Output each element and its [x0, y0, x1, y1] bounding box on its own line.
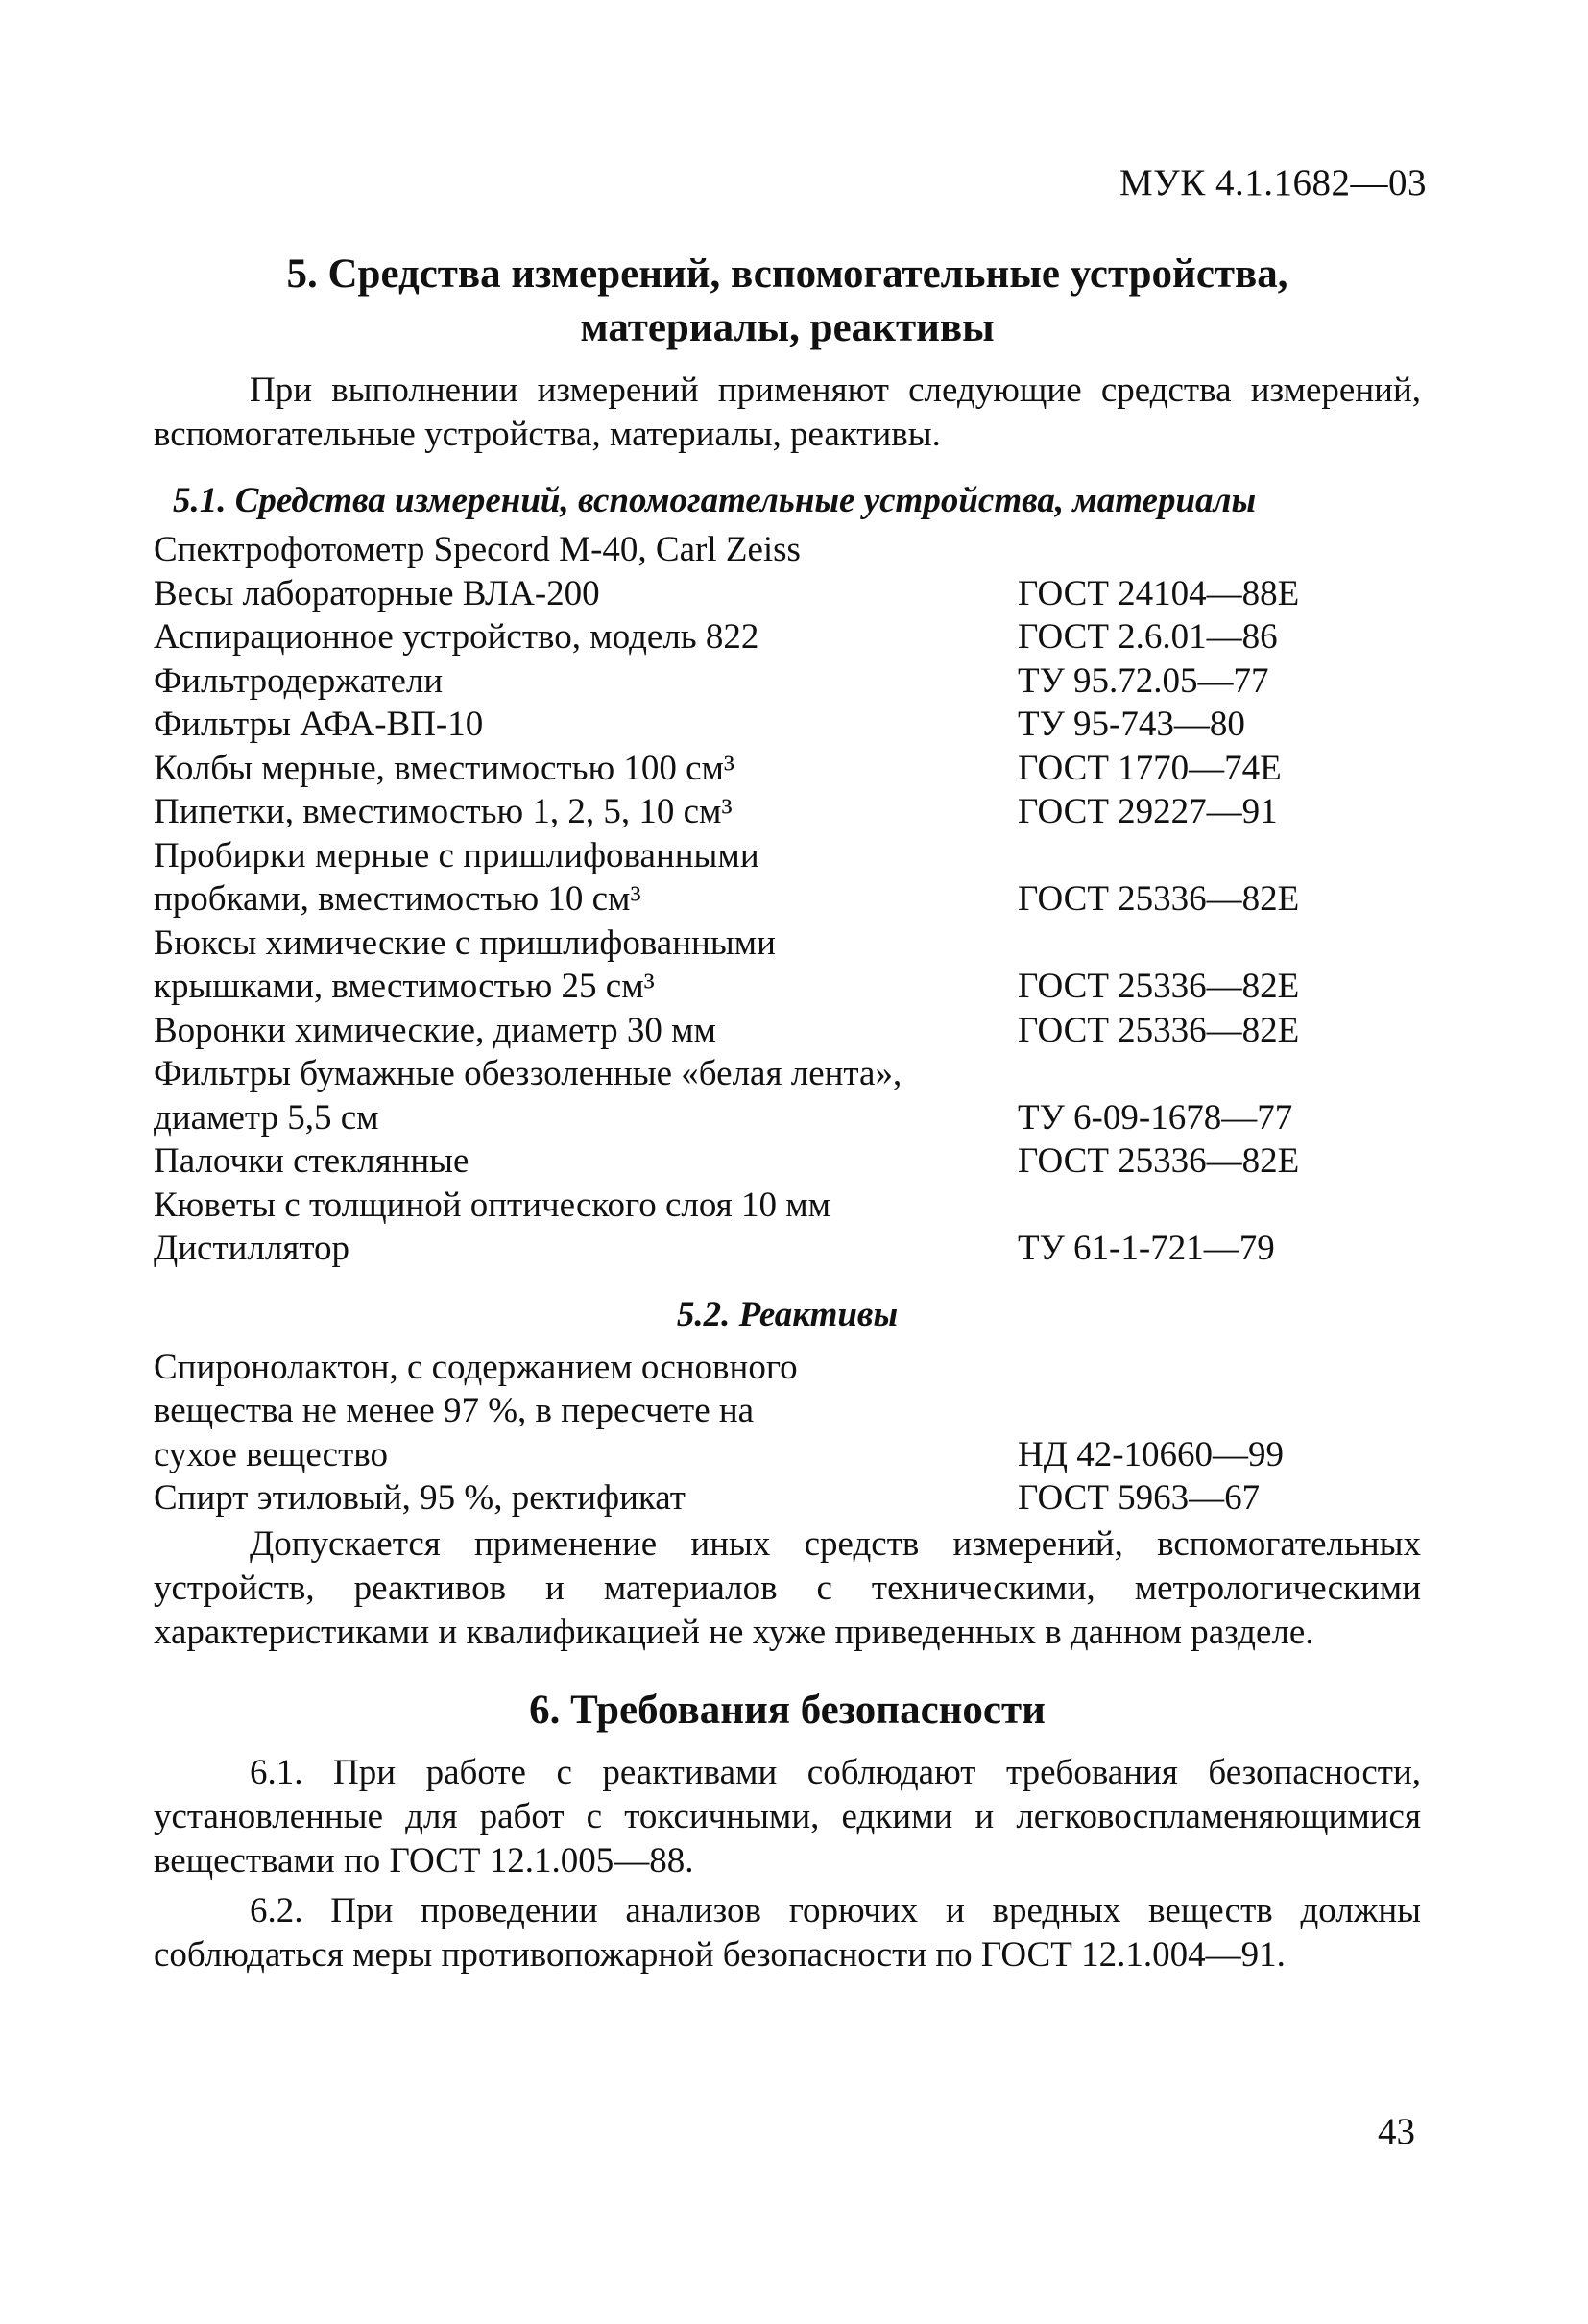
equipment-row-name: Палочки стеклянные — [154, 1141, 469, 1181]
equipment-row-name: Фильтродержатели — [154, 660, 444, 701]
equipment-row — [154, 1096, 1421, 1140]
equipment-row — [154, 1009, 1421, 1053]
section-5-title — [154, 248, 1421, 355]
section-6-title: 6. Требования безопасности — [529, 1687, 1046, 1733]
equipment-row-standard: ТУ 95.72.05—77 — [1018, 660, 1269, 701]
section-5-title-line1: 5. Средства измерений, вспомогательные устройства, — [286, 252, 1288, 297]
equipment-row — [154, 1139, 1421, 1184]
reagent-row-name: вещества не менее 97 %, в пересчете на — [154, 1391, 755, 1430]
equipment-row — [154, 1227, 1421, 1271]
equipment-row-name: Фильтры АФА-ВП-10 — [154, 705, 484, 744]
equipment-row-name: Пипетки, вместимостью 1, 2, 5, 10 см³ — [154, 792, 733, 831]
equipment-row-name: Воронки химические, диаметр 30 мм — [154, 1010, 716, 1050]
equipment-row-name: Дистиллятор — [154, 1229, 350, 1268]
equipment-row — [154, 965, 1421, 1009]
equipment-row — [154, 615, 1421, 659]
equipment-row — [154, 528, 1421, 572]
equipment-row — [154, 790, 1421, 834]
equipment-row-name: Пробирки мерные с пришлифованными — [154, 835, 759, 875]
equipment-row — [154, 922, 1421, 966]
equipment-row-standard: ГОСТ 1770—74Е — [1018, 748, 1282, 788]
equipment-row — [154, 747, 1421, 791]
reagent-row — [154, 1389, 1421, 1433]
equipment-row-name: Весы лабораторные ВЛА-200 — [154, 573, 600, 613]
subsection-5-1-title: 5.1. Средства измерений, вспомогательные устройства, материалы — [173, 481, 1257, 520]
reagent-row — [154, 1433, 1421, 1477]
equipment-row-name: Кюветы с толщиной оптического слоя 10 мм — [154, 1185, 831, 1225]
reagent-row — [154, 1346, 1421, 1390]
equipment-row-standard: ГОСТ 25336—82Е — [1018, 879, 1300, 919]
equipment-row-standard: ТУ 95-743—80 — [1018, 705, 1245, 744]
equipment-row-name: Колбы мерные, вместимостью 100 см³ — [154, 748, 735, 788]
reagent-row-standard: НД 42-10660—99 — [1018, 1434, 1285, 1474]
equipment-row-standard: ТУ 6-09-1678—77 — [1018, 1097, 1293, 1138]
page-number: 43 — [1378, 2111, 1415, 2152]
page-content — [154, 248, 1421, 1977]
equipment-list — [154, 528, 1421, 1271]
equipment-row-name: Аспирационное устройство, модель 822 — [154, 617, 759, 657]
equipment-row-standard: ГОСТ 25336—82Е — [1018, 967, 1300, 1006]
equipment-row — [154, 659, 1421, 704]
equipment-row-name: крышками, вместимостью 25 см³ — [154, 967, 655, 1006]
section-5-title-line2: материалы, реактивы — [580, 305, 995, 350]
section-6-paragraph-2: 6.2. При проведении анализов горючих и вредных веществ должны соблюдаться меры противопожарной безопасности по ГОСТ 12.1.004—91. — [154, 1890, 1421, 1975]
reagent-row-name: сухое вещество — [154, 1434, 388, 1474]
equipment-row-name: Фильтры бумажные обеззоленные «белая лента», — [154, 1054, 902, 1093]
equipment-row — [154, 1184, 1421, 1228]
equipment-row-name: Бюксы химические с пришлифованными — [154, 922, 776, 963]
equipment-row-standard: ГОСТ 24104—88Е — [1018, 573, 1300, 613]
equipment-row — [154, 877, 1421, 922]
equipment-row — [154, 834, 1421, 878]
equipment-row-name: диаметр 5,5 см — [154, 1097, 379, 1138]
equipment-row-standard: ГОСТ 29227—91 — [1018, 792, 1278, 831]
equipment-row — [154, 703, 1421, 747]
subsection-5-2-title: 5.2. Реактивы — [676, 1294, 899, 1334]
reagent-row-name: Спирт этиловый, 95 %, ректификат — [154, 1478, 686, 1518]
reagent-row-name: Спиронолактон, с содержанием основного — [154, 1347, 798, 1387]
reagent-row-standard: ГОСТ 5963—67 — [1018, 1478, 1261, 1518]
section-6-paragraph-1: 6.1. При работе с реактивами соблюдают требования безопасности, установленные для работ с токсичными, едкими и легковоспламеняющимися веществами по ГОСТ 12.1.005—88. — [154, 1752, 1421, 1881]
equipment-row — [154, 572, 1421, 616]
section-5-intro: При выполнении измерений применяют следующие средства измерений, вспомогательные устройства, материалы, реактивы. — [154, 371, 1421, 454]
reagent-list — [154, 1346, 1421, 1521]
equipment-row-standard: ГОСТ 2.6.01—86 — [1018, 617, 1278, 657]
equipment-row-name: Спектрофотометр Specord M-40, Carl Zeiss — [154, 530, 801, 569]
equipment-row-standard: ТУ 61-1-721—79 — [1018, 1229, 1275, 1268]
equipment-row-standard: ГОСТ 25336—82Е — [1018, 1141, 1300, 1181]
section-5-note: Допускается применение иных средств измерений, вспомогательных устройств, реактивов и материалов с техническими, метрологическими характеристиками и квалификацией не хуже приведенных в данном разделе. — [154, 1523, 1421, 1652]
equipment-row — [154, 1052, 1421, 1096]
equipment-row-standard: ГОСТ 25336—82Е — [1018, 1010, 1300, 1050]
equipment-row-name: пробками, вместимостью 10 см³ — [154, 879, 641, 919]
document-code: МУК 4.1.1682—03 — [1119, 162, 1427, 204]
reagent-row — [154, 1476, 1421, 1521]
